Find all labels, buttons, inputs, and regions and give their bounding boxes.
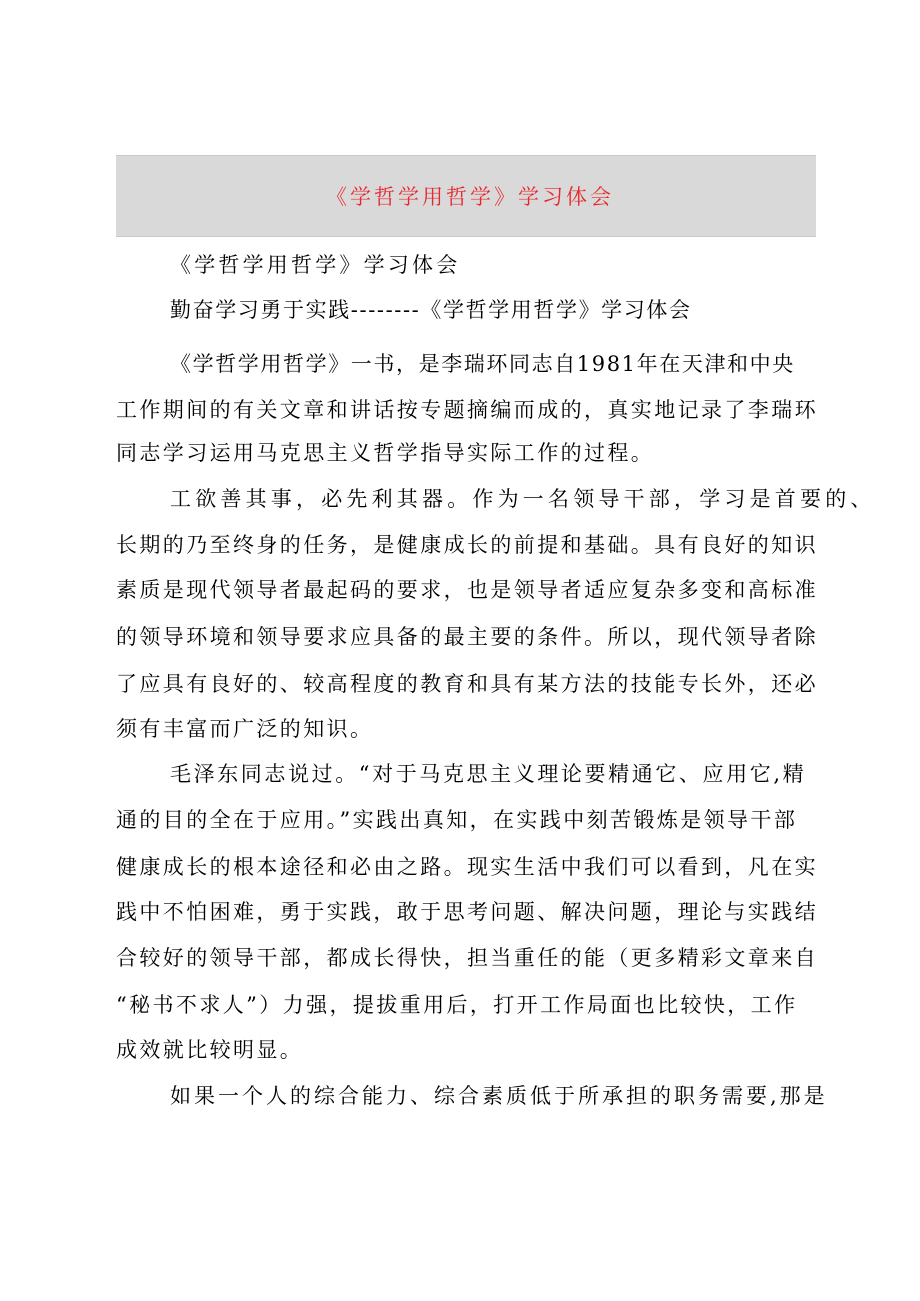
body-line: 通的目的全在于应用。”实践出真知，在实践中刻苦锻炼是领导干部 <box>116 808 798 832</box>
document-title: 《学哲学用哲学》学习体会 <box>326 185 614 209</box>
title-banner <box>116 155 816 237</box>
body-line: 健康成长的根本途径和必由之路。现实生活中我们可以看到，凡在实 <box>116 855 818 879</box>
body-line: 《学哲学用哲学》一书，是李瑞环同志自1981年在天津和中央 <box>170 352 795 376</box>
body-line: 同志学习运用马克思主义哲学指导实际工作的过程。 <box>116 441 655 465</box>
body-line: 勤奋学习勇于实践--------《学哲学用哲学》学习体会 <box>170 298 692 322</box>
body-line: 了应具有良好的、较高程度的教育和具有某方法的技能专长外，还必 <box>116 672 818 696</box>
body-line: 长期的乃至终身的任务，是健康成长的前提和基础。具有良好的知识 <box>116 533 818 557</box>
body-line: 素质是现代领导者最起码的要求，也是领导者适应复杂多变和高标准 <box>116 578 818 602</box>
body-line: 成效就比较明显。 <box>116 1038 304 1062</box>
body-line: 合较好的领导干部，都成长得快，担当重任的能（更多精彩文章来自 <box>116 946 818 970</box>
body-line: 工作期间的有关文章和讲话按专题摘编而成的，真实地记录了李瑞环 <box>116 398 818 422</box>
body-line: 的领导环境和领导要求应具备的最主要的条件。所以，现代领导者除 <box>116 625 818 649</box>
body-line: 践中不怕困难，勇于实践，敢于思考问题、解决问题，理论与实践结 <box>116 900 818 924</box>
body-line: 如果一个人的综合能力、综合素质低于所承担的职务需要,那是 <box>170 1084 828 1108</box>
body-line: 毛泽东同志说过。“对于马克思主义理论要精通它、应用它,精 <box>170 762 807 786</box>
body-line: “秘书不求人”）力强，提拔重用后，打开工作局面也比较快，工作 <box>116 993 798 1017</box>
body-line: 工欲善其事，必先利其器。作为一名领导干部，学习是首要的、 <box>170 487 876 511</box>
body-line: 《学哲学用哲学》学习体会 <box>170 253 461 277</box>
body-line: 须有丰富而广泛的知识。 <box>116 717 374 741</box>
